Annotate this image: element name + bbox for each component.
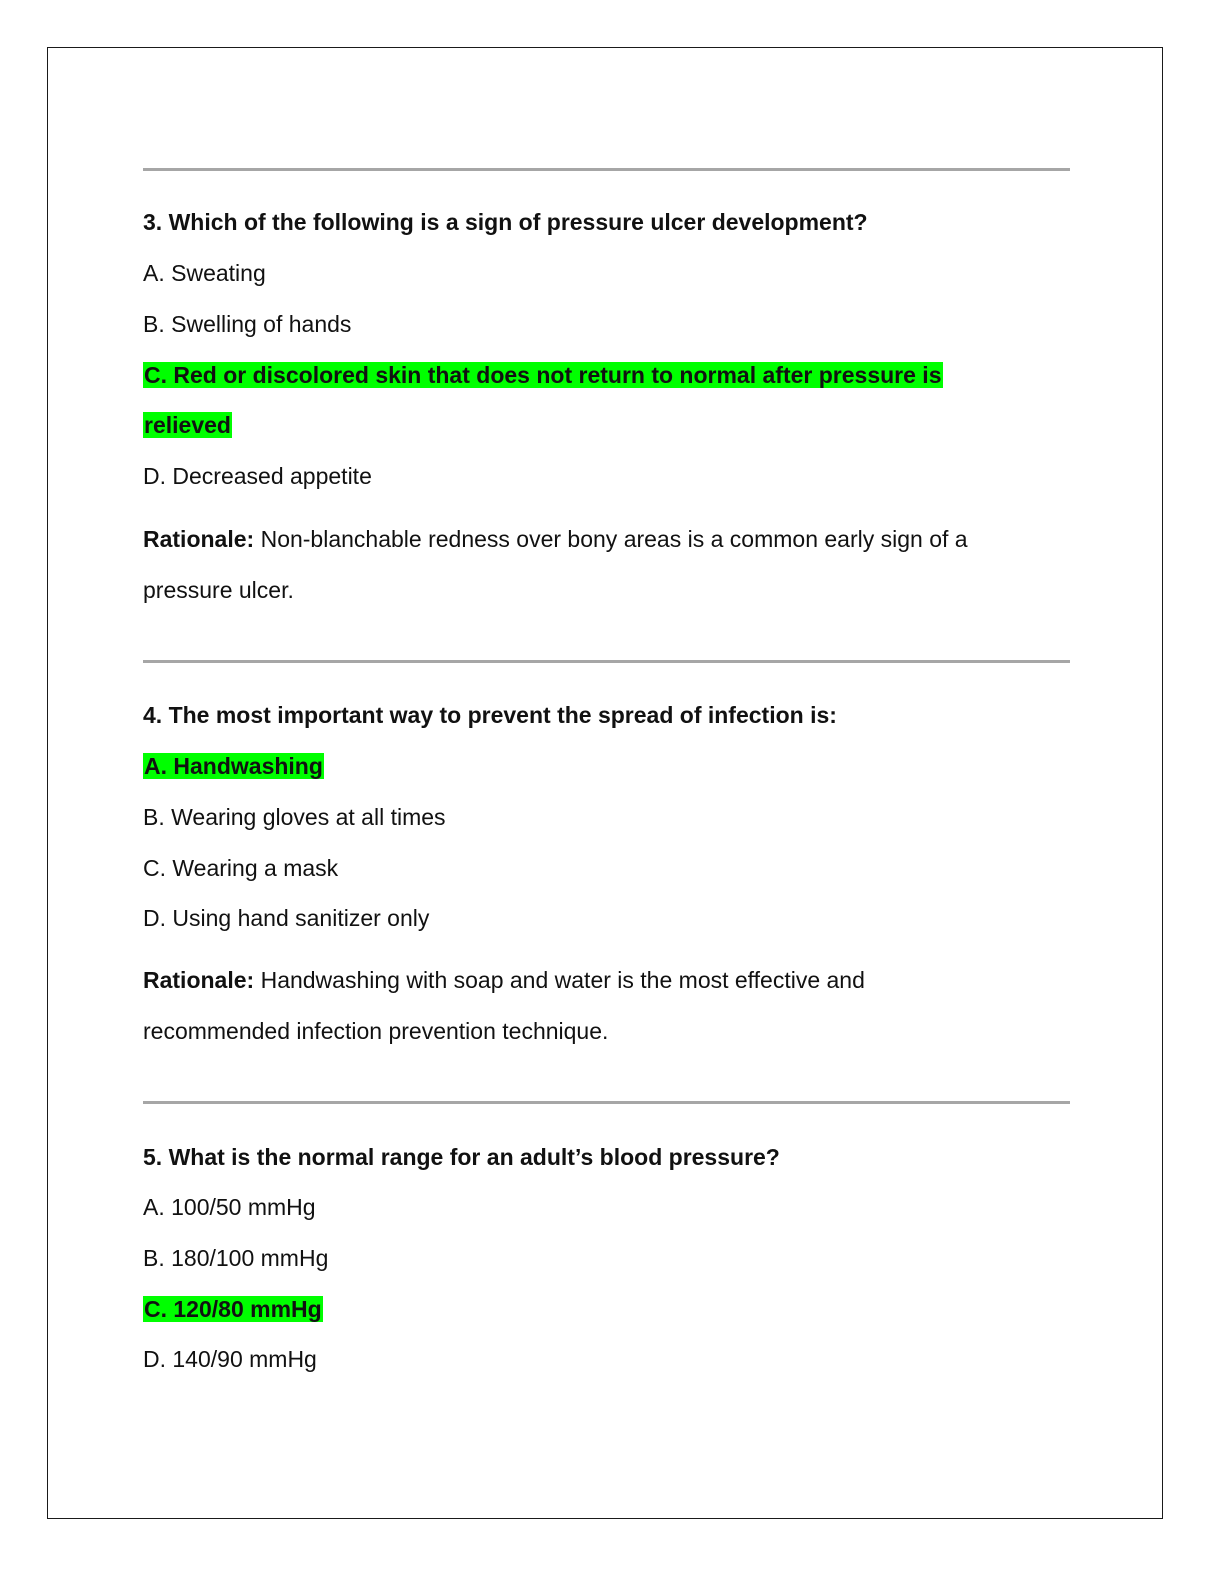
question-4-option-b: B. Wearing gloves at all times: [143, 804, 446, 830]
question-5-option-d: D. 140/90 mmHg: [143, 1346, 317, 1372]
section-divider: [143, 168, 1070, 171]
question-3-option-c-continued: [143, 410, 232, 440]
question-3-option-c: [143, 360, 943, 390]
correct-answer-highlight: C. 120/80 mmHg: [144, 1296, 322, 1322]
question-4-option-c: C. Wearing a mask: [143, 855, 339, 881]
rationale-text: Handwashing with soap and water is the most effective and: [254, 967, 865, 993]
question-3-option-d: D. Decreased appetite: [143, 463, 372, 489]
question-4-text: 4. The most important way to prevent the spread of infection is:: [143, 702, 837, 728]
rationale-label: Rationale:: [143, 967, 255, 993]
question-4-rationale-continued: recommended infection prevention technique.: [143, 1018, 609, 1044]
question-3-rationale: [143, 524, 968, 554]
question-4-option-a: [143, 751, 324, 781]
question-3-rationale-continued: pressure ulcer.: [143, 577, 294, 603]
section-divider: [143, 1101, 1070, 1104]
question-3-option-b: B. Swelling of hands: [143, 311, 352, 337]
question-4-option-d: D. Using hand sanitizer only: [143, 905, 430, 931]
rationale-label: Rationale:: [143, 526, 255, 552]
question-3-option-a: A. Sweating: [143, 260, 266, 286]
rationale-text: Non-blanchable redness over bony areas is a common early sign of a: [254, 526, 968, 552]
question-3-text: 3. Which of the following is a sign of pressure ulcer development?: [143, 209, 868, 235]
correct-answer-highlight: relieved: [144, 412, 231, 438]
question-5-option-b: B. 180/100 mmHg: [143, 1245, 329, 1271]
section-divider: [143, 660, 1070, 663]
correct-answer-highlight: A. Handwashing: [144, 753, 323, 779]
question-5-text: 5. What is the normal range for an adult’s blood pressure?: [143, 1144, 780, 1170]
question-5-option-c: [143, 1294, 323, 1324]
question-5-option-a: A. 100/50 mmHg: [143, 1194, 316, 1220]
question-4-rationale: [143, 965, 865, 995]
correct-answer-highlight: C. Red or discolored skin that does not return to normal after pressure is: [144, 362, 942, 388]
